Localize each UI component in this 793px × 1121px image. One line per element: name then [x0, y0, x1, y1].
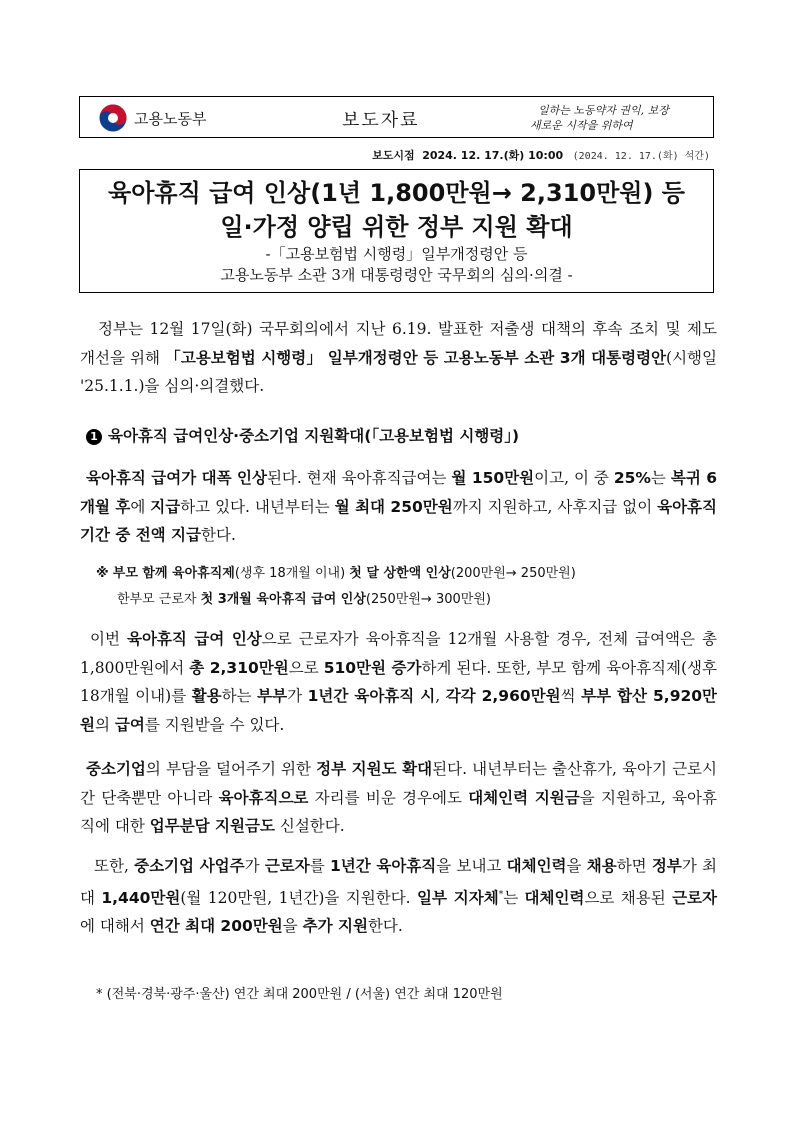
release-datetime: 2024. 12. 17.(화) 10:00	[422, 149, 564, 162]
headline-line2: 일·가정 양립 위한 정부 지원 확대	[220, 213, 573, 241]
paragraph-3: 중소기업의 부담을 덜어주기 위한 정부 지원도 확대된다. 내년부터는 출산휴가, 육아기 근로시간 단축뿐만 아니라 육아휴직으로 자리를 비운 경우에도 대체인력 지원금을 지원하고, 육아휴직에 대한 업무분담 지원금도 신설한다.	[80, 760, 717, 835]
paragraph-4: 또한, 중소기업 사업주가 근로자를 1년간 육아휴직을 보내고 대체인력을 채용하면 정부가 최대 1,440만원(월 120만원, 1년간)을 지원한다. 일부 지자체*는 대체인력으로 채용된 근로자에 대해서 연간 최대 200만원을 추가 지원한다.	[80, 857, 717, 936]
subtitle-line1: -「고용보험법 시행령」일부개정령안 등	[265, 245, 528, 263]
section-number: 1	[86, 429, 102, 445]
release-label: 보도시점	[372, 149, 415, 162]
document-type: 보도자료	[342, 110, 420, 131]
note-1: ※ 부모 함께 육아휴직제(생후 18개월 이내) 첫 달 상한액 인상(200만원→ 250만원)	[96, 566, 576, 581]
title-box	[79, 169, 714, 293]
subtitle-line2: 고용노동부 소관 3개 대통령령안 국무회의 심의·의결 -	[220, 266, 573, 284]
headline-line1: 육아휴직 급여 인상(1년 1,800만원→ 2,310만원) 등	[108, 179, 685, 207]
ministry-name: 고용노동부	[134, 110, 207, 128]
paragraph-1: 육아휴직 급여가 대폭 인상된다. 현재 육아휴직급여는 월 150만원이고, 이 중 25%는 복귀 6개월 후에 지급하고 있다. 내년부터는 월 최대 250만원까지 지원하고, 사후지급 없이 육아휴직기간 중 전액 지급한다.	[80, 469, 718, 544]
note-2: 한부모 근로자 첫 3개월 육아휴직 급여 인상(250만원→ 300만원)	[117, 592, 491, 607]
slogan-calligraphy	[528, 100, 708, 134]
paragraph-2: 이번 육아휴직 급여 인상으로 근로자가 육아휴직을 12개월 사용할 경우, 전체 급여액은 총 1,800만원에서 총 2,310만원으로 510만원 증가하게 된다. 또한, 부모 함께 육아휴직제(생후 18개월 이내)를 활용하는 부부가 1년간 육아휴직 시, 각각 2,960만원씩 부부 합산 5,920만원의 급여를 지원받을 수 있다.	[80, 630, 718, 734]
slogan-line1: 일하는 노동약자 권익, 보장	[538, 104, 669, 117]
footnote: * (전북·경북·광주·울산) 연간 최대 200만원 / (서울) 연간 최대 120만원	[96, 987, 503, 1002]
release-time	[0, 147, 710, 163]
intro-paragraph: 정부는 12월 17일(화) 국무회의에서 지난 6.19. 발표한 저출생 대책의 후속 조치 및 제도 개선을 위해 「고용보험법 시행령」 일부개정령안 등 고용노동부 소관 3개 대통령령안(시행일 '25.1.1.)을 심의·의결했다.	[80, 320, 717, 395]
taegeuk-logo-icon	[98, 103, 128, 133]
release-edition: (2024. 12. 17.(화) 석간)	[572, 151, 710, 162]
section-1-heading: 1 육아휴직 급여인상·중소기업 지원확대(「고용보험법 시행령」)	[86, 424, 519, 446]
slogan-line2: 새로운 시작을 위하여	[530, 119, 633, 132]
